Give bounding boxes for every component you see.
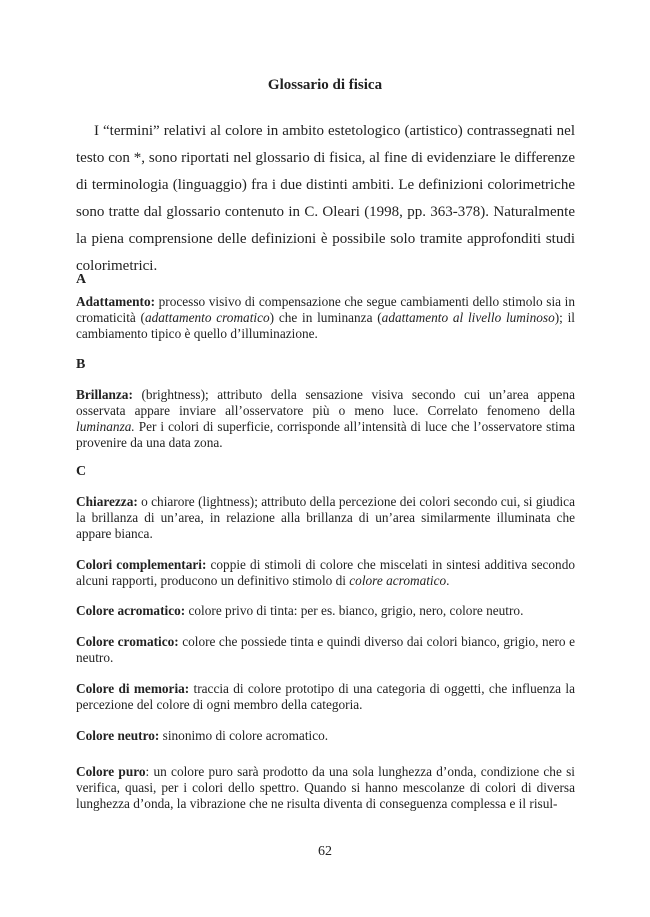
entry-colore-cromatico	[76, 634, 575, 666]
entry-adattamento	[76, 294, 575, 342]
entry-italic: adattamento al livello luminoso	[381, 310, 555, 325]
entry-chiarezza	[76, 494, 575, 542]
entry-italic: adattamento cromatico	[144, 310, 270, 325]
entry-term: Colore acromatico:	[76, 603, 186, 618]
entry-colori-complementari	[76, 557, 575, 589]
entry-term: Colori complementari:	[76, 557, 207, 572]
page-number: 62	[318, 844, 332, 859]
entry-text: traccia di colore prototipo di una categoria di oggetti, che influenza la percezione del colore di ogni membro della categoria.	[76, 681, 575, 712]
entry-term: Colore neutro:	[76, 728, 160, 743]
entry-brillanza	[76, 387, 575, 451]
entry-text: .	[446, 573, 450, 588]
entry-italic: colore acromatico	[349, 573, 447, 588]
entry-text: ); il cambiamento tipico è quello d’illuminazione.	[76, 310, 575, 341]
entry-text: processo visivo di compensazione che segue cambiamenti dello stimolo sia in cromaticità (	[76, 294, 575, 325]
entry-text: o chiarore (lightness); attributo della percezione dei colori secondo cui, si giudica la brillanza di un’area, in relazione alla brillanza di un’area similarmente illuminata che appare bianca.	[76, 494, 575, 541]
intro-paragraph: I “termini” relativi al colore in ambito estetologico (artistico) contrassegnati nel testo con *, sono riportati nel glossario di fisica, al fine di evidenziare le differenze di terminologia (linguaggio) fra i due distinti ambiti. Le definizioni colorimetriche sono tratte dal glossario contenuto in C. Oleari (1998, pp. 363-378). Naturalmente la piena comprensione delle definizioni è possibile solo tramite approfonditi studi colorimetrici.	[76, 123, 575, 274]
entry-text: colore privo di tinta: per es. bianco, grigio, nero, colore neutro.	[185, 603, 524, 618]
entry-term: Colore puro	[76, 764, 146, 779]
page-title: Glossario di fisica	[267, 77, 383, 93]
entry-text: Per i colori di superficie, corrisponde all’intensità di luce che l’osservatore stima provenire da una data zona.	[76, 419, 575, 450]
entry-text: sinonimo di colore acromatico.	[159, 728, 329, 743]
entry-colore-neutro	[76, 728, 575, 744]
entry-text: coppie di stimoli di colore che miscelati in sintesi additiva secondo alcuni rapporti, producono un definitivo stimolo di	[76, 557, 575, 588]
entry-text: (brightness); attributo della sensazione visiva secondo cui un’area appena osservata appare inviare all’osservatore più o meno luce. Correlato fenomeno della	[76, 387, 575, 418]
entry-term: Adattamento:	[76, 294, 156, 309]
entry-term: Colore cromatico:	[76, 634, 179, 649]
entry-colore-di-memoria	[76, 681, 575, 713]
entry-text: : un colore puro sarà prodotto da una sola lunghezza d’onda, condizione che si verifica, quasi, per i colori dello spettro. Quando si hanno mescolanze di colori di diversa lunghezza d’onda, la vibrazione che ne risulta diventa di conseguenza complessa e il risul-	[76, 764, 575, 811]
entry-term: Brillanza:	[76, 387, 133, 402]
entry-text: ) che in luminanza (	[269, 310, 382, 325]
section-letter-c: C	[76, 464, 87, 479]
entry-italic: luminanza.	[76, 419, 135, 434]
entry-colore-acromatico	[76, 603, 575, 619]
section-letter-b: B	[76, 357, 86, 372]
section-letter-a: A	[76, 272, 87, 287]
entry-term: Colore di memoria:	[76, 681, 190, 696]
entry-text: colore che possiede tinta e quindi diverso dai colori bianco, grigio, nero e neutro.	[76, 634, 575, 665]
entry-colore-puro	[76, 764, 575, 812]
entry-term: Chiarezza:	[76, 494, 138, 509]
